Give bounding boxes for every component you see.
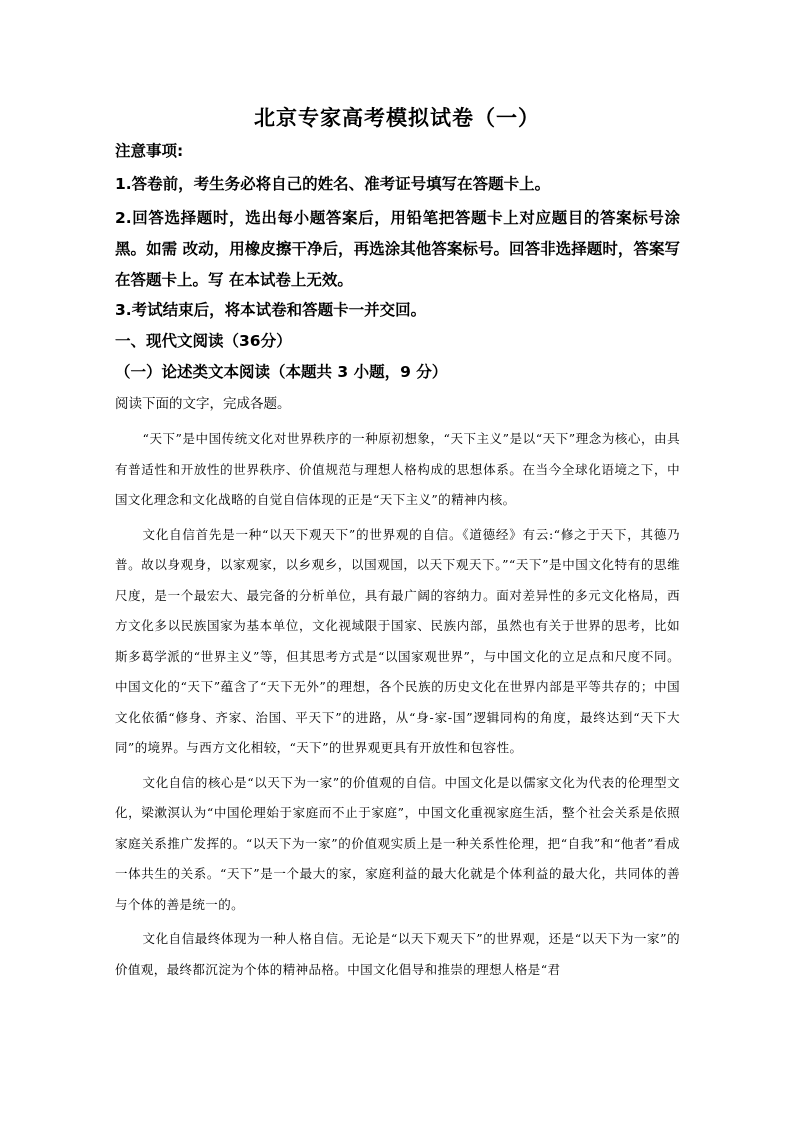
passage-paragraph-4: 文化自信最终体现为一种人格自信。无论是“以天下观天下”的世界观，还是“以天下为一家”的价值观，最终都沉淀为个体的精神品格。中国文化倡导和推崇的理想人格是“君 bbox=[115, 931, 680, 977]
notes-item-2: 2.回答选择题时，选出每小题答案后，用铅笔把答题卡上对应题目的答案标号涂黑。如需 改动，用橡皮擦干净后，再选涂其他答案标号。回答非选择题时，答案写在答题卡上。写 在本试卷上无效。 bbox=[115, 209, 680, 289]
reading-passage bbox=[115, 424, 680, 989]
section-subheading: （一）论述类文本阅读（本题共 3 小题，9 分） bbox=[115, 363, 448, 381]
notes-heading: 注意事项: bbox=[115, 142, 184, 160]
section-heading: 一、现代文阅读（36分） bbox=[115, 332, 292, 350]
exam-title: 北京专家高考模拟试卷（一） bbox=[254, 106, 540, 130]
notes-item-3: 3.考试结束后，将本试卷和答题卡一并交回。 bbox=[115, 301, 427, 319]
passage-paragraph-2: 文化自信首先是一种“以天下观天下”的世界观的自信。《道德经》有云:“修之于天下，其德乃普。故以身观身，以家观家，以乡观乡，以国观国，以天下观天下。”“天下”是中国文化特有的思维尺度，是一个最宏大、最完备的分析单位，具有最广阔的容纳力。面对差异性的多元文化格局，西方文化多以民族国家为基本单位，文化视域限于国家、民族内部，虽然也有关于世界的思考，比如斯多葛学派的“世界主义”等，但其思考方式是“以国家观世界”，与中国文化的立足点和尺度不同。中国文化的“天下”蕴含了“天下无外”的理想，各个民族的历史文化在世界内部是平等共存的；中国文化依循“修身、齐家、治国、平天下”的进路，从“身-家-国”逻辑同构的角度，最终达到“天下大同”的境界。与西方文化相较，“天下”的世界观更具有开放性和包容性。 bbox=[115, 526, 680, 755]
passage-paragraph-1: “天下”是中国传统文化对世界秩序的一种原初想象，“天下主义”是以“天下”理念为核心，由具有普适性和开放性的世界秩序、价值规范与理想人格构成的思想体系。在当今全球化语境之下，中国文化理念和文化战略的自觉自信体现的正是“天下主义”的精神内核。 bbox=[115, 431, 680, 507]
passage-paragraph-3: 文化自信的核心是“以天下为一家”的价值观的自信。中国文化是以儒家文化为代表的伦理型文化，梁漱溟认为“中国伦理始于家庭而不止于家庭”，中国文化重视家庭生活，整个社会关系是依照家庭关系推广发挥的。“以天下为一家”的价值观实质上是一种关系性伦理，把“自我”和“他者”看成一体共生的关系。“天下”是一个最大的家，家庭利益的最大化就是个体利益的最大化，共同体的善与个体的善是统一的。 bbox=[115, 774, 680, 912]
reading-instruction: 阅读下面的文字，完成各题。 bbox=[115, 396, 291, 412]
notes-item-1: 1.答卷前，考生务必将自己的姓名、准考证号填写在答题卡上。 bbox=[115, 175, 551, 193]
